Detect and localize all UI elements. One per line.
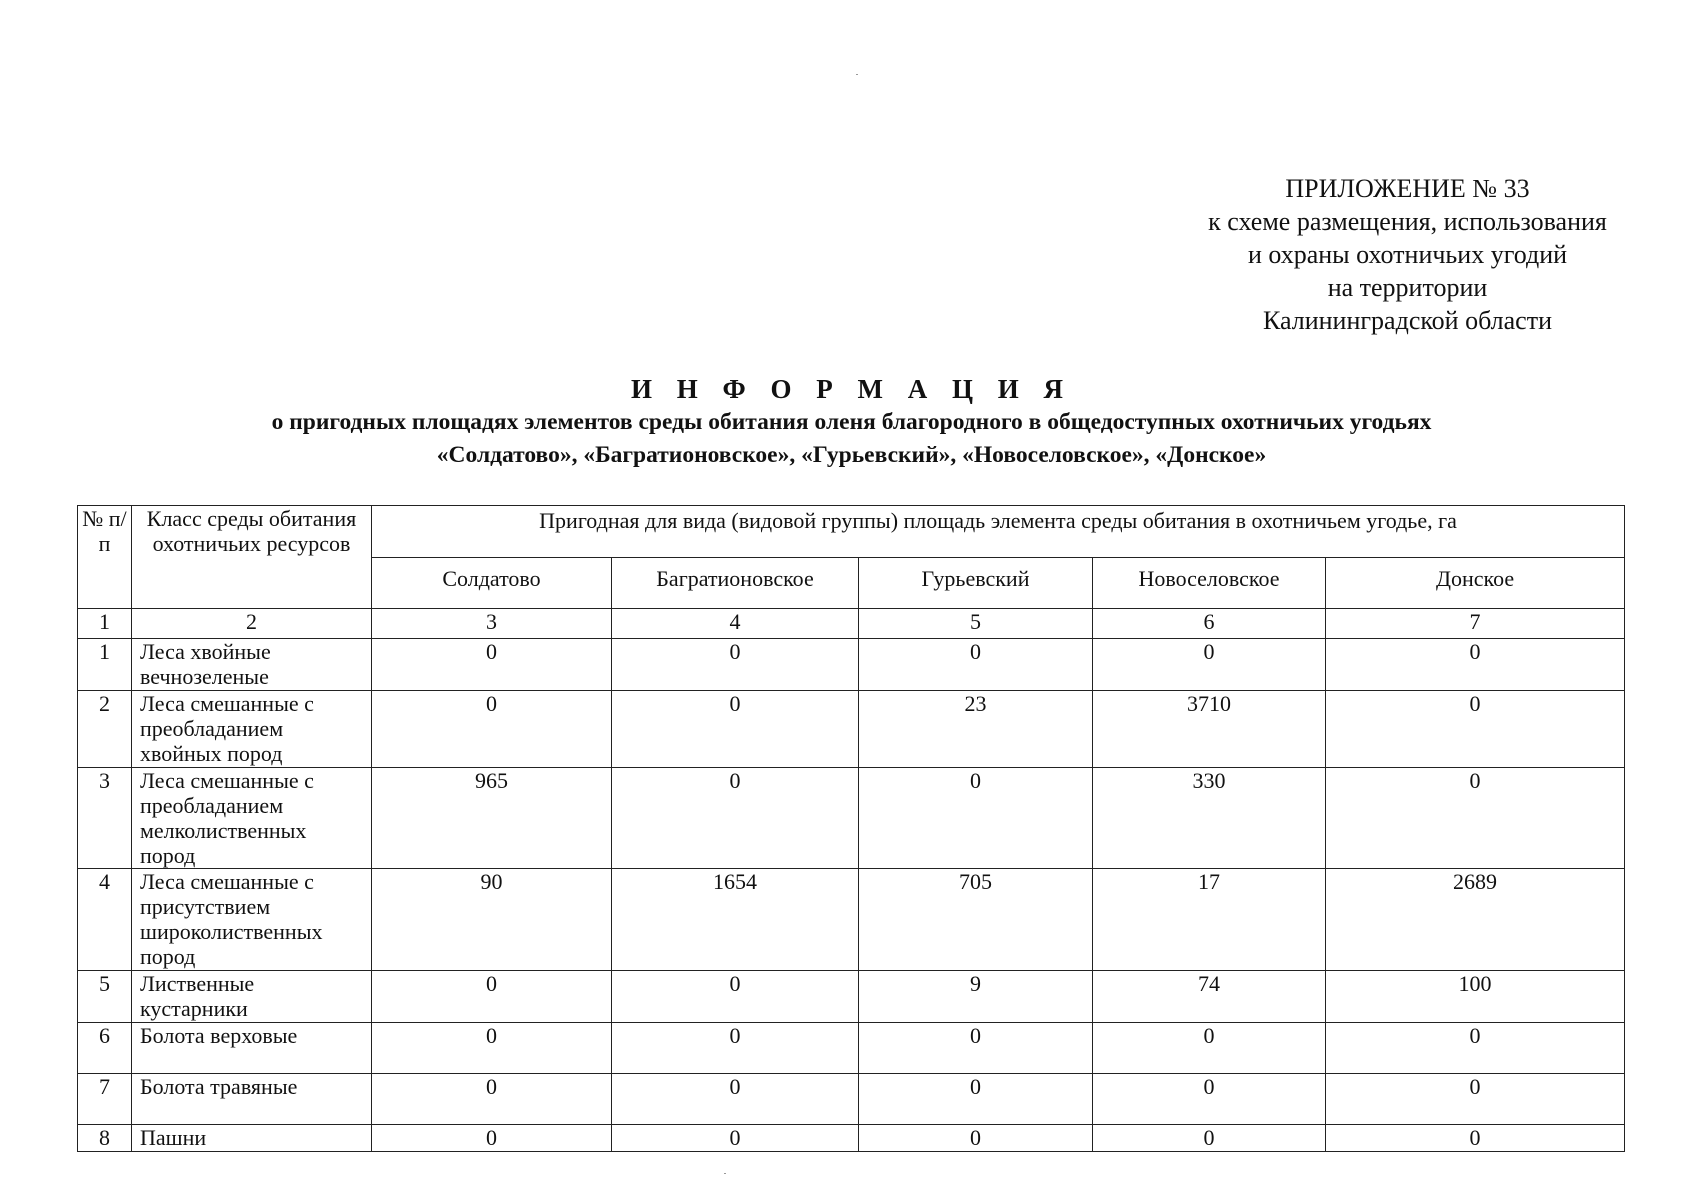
habitat-class: Пашни [132, 1125, 372, 1152]
row-number: 5 [78, 971, 132, 1023]
document-title: И Н Ф О Р М А Ц И Я [631, 374, 1072, 404]
value-soldatovo: 0 [372, 1023, 612, 1074]
value-donskoe: 0 [1326, 691, 1625, 768]
value-guryevsky: 0 [859, 1125, 1093, 1152]
value-soldatovo: 0 [372, 639, 612, 691]
row-number: 8 [78, 1125, 132, 1152]
value-donskoe: 0 [1326, 768, 1625, 869]
value-bagrationovskoe: 0 [612, 971, 859, 1023]
col-header-bagrationovskoe: Багратионовское [612, 558, 859, 609]
value-soldatovo: 0 [372, 691, 612, 768]
habitat-class: Леса смешанные с преобладанием хвойных пород [132, 691, 372, 768]
value-soldatovo: 90 [372, 869, 612, 971]
value-donskoe: 100 [1326, 971, 1625, 1023]
value-bagrationovskoe: 0 [612, 691, 859, 768]
table-row [78, 691, 1625, 768]
value-soldatovo: 965 [372, 768, 612, 869]
table-row [78, 1023, 1625, 1074]
column-index-row [78, 609, 1625, 639]
value-soldatovo: 0 [372, 971, 612, 1023]
column-index: 3 [372, 609, 612, 639]
col-header-guryevsky: Гурьевский [859, 558, 1093, 609]
value-bagrationovskoe: 0 [612, 639, 859, 691]
column-index: 2 [132, 609, 372, 639]
row-number: 4 [78, 869, 132, 971]
value-novoselovskoe: 330 [1093, 768, 1326, 869]
row-number: 2 [78, 691, 132, 768]
col-header-novoselovskoe: Новоселовское [1093, 558, 1326, 609]
row-number: 1 [78, 639, 132, 691]
col-num-header: № п/п [78, 506, 132, 609]
value-soldatovo: 0 [372, 1125, 612, 1152]
value-donskoe: 0 [1326, 1125, 1625, 1152]
table-row [78, 1074, 1625, 1125]
value-novoselovskoe: 74 [1093, 971, 1326, 1023]
document-subtitle-areas: «Солдатово», «Багратионовское», «Гурьевский», «Новоселовское», «Донское» [436, 442, 1267, 468]
value-guryevsky: 0 [859, 1023, 1093, 1074]
scan-speck [856, 74, 858, 75]
habitat-class: Леса смешанные с преобладанием мелколиственных пород [132, 768, 372, 869]
value-donskoe: 2689 [1326, 869, 1625, 971]
scan-speck [724, 1173, 726, 1174]
appendix-line: и охраны охотничьих угодий [1247, 240, 1568, 269]
appendix-line: на территории [1327, 273, 1488, 302]
value-guryevsky: 705 [859, 869, 1093, 971]
value-donskoe: 0 [1326, 1074, 1625, 1125]
table-row [78, 1125, 1625, 1152]
table-row [78, 768, 1625, 869]
column-index: 7 [1326, 609, 1625, 639]
habitat-class: Леса смешанные с присутствием широколиственных пород [132, 869, 372, 971]
value-novoselovskoe: 17 [1093, 869, 1326, 971]
habitat-table [77, 505, 1625, 1152]
value-novoselovskoe: 0 [1093, 1125, 1326, 1152]
table-row [78, 639, 1625, 691]
value-donskoe: 0 [1326, 1023, 1625, 1074]
habitat-class: Болота верховые [132, 1023, 372, 1074]
appendix-block [1175, 172, 1640, 337]
habitat-class: Леса хвойные вечнозеленые [132, 639, 372, 691]
appendix-line: к схеме размещения, использования [1208, 207, 1607, 236]
col-header-donskoe: Донское [1326, 558, 1625, 609]
row-number: 7 [78, 1074, 132, 1125]
column-index: 5 [859, 609, 1093, 639]
value-bagrationovskoe: 0 [612, 1125, 859, 1152]
value-bagrationovskoe: 0 [612, 1023, 859, 1074]
value-guryevsky: 23 [859, 691, 1093, 768]
habitat-class: Болота травяные [132, 1074, 372, 1125]
appendix-line: ПРИЛОЖЕНИЕ № 33 [1285, 174, 1530, 203]
value-guryevsky: 9 [859, 971, 1093, 1023]
value-bagrationovskoe: 1654 [612, 869, 859, 971]
area-span-header: Пригодная для вида (видовой группы) площадь элемента среды обитания в охотничьем угодье, га [372, 506, 1625, 558]
value-guryevsky: 0 [859, 1074, 1093, 1125]
col-class-header: Класс среды обитания охотничьих ресурсов [132, 506, 372, 609]
value-guryevsky: 0 [859, 768, 1093, 869]
document-subtitle: о пригодных площадях элементов среды обитания оленя благородного в общедоступных охотничьих угодьях [271, 409, 1432, 435]
value-donskoe: 0 [1326, 639, 1625, 691]
header-row [78, 506, 1625, 558]
value-bagrationovskoe: 0 [612, 1074, 859, 1125]
row-number: 6 [78, 1023, 132, 1074]
column-index: 1 [78, 609, 132, 639]
value-bagrationovskoe: 0 [612, 768, 859, 869]
table-row [78, 869, 1625, 971]
document-heading [0, 372, 1703, 472]
value-novoselovskoe: 0 [1093, 1074, 1326, 1125]
col-header-soldatovo: Солдатово [372, 558, 612, 609]
table-row [78, 971, 1625, 1023]
column-index: 6 [1093, 609, 1326, 639]
habitat-class: Лиственные кустарники [132, 971, 372, 1023]
appendix-line: Калининградской области [1262, 306, 1552, 335]
column-index: 4 [612, 609, 859, 639]
value-guryevsky: 0 [859, 639, 1093, 691]
row-number: 3 [78, 768, 132, 869]
value-novoselovskoe: 0 [1093, 639, 1326, 691]
value-novoselovskoe: 0 [1093, 1023, 1326, 1074]
value-soldatovo: 0 [372, 1074, 612, 1125]
value-novoselovskoe: 3710 [1093, 691, 1326, 768]
